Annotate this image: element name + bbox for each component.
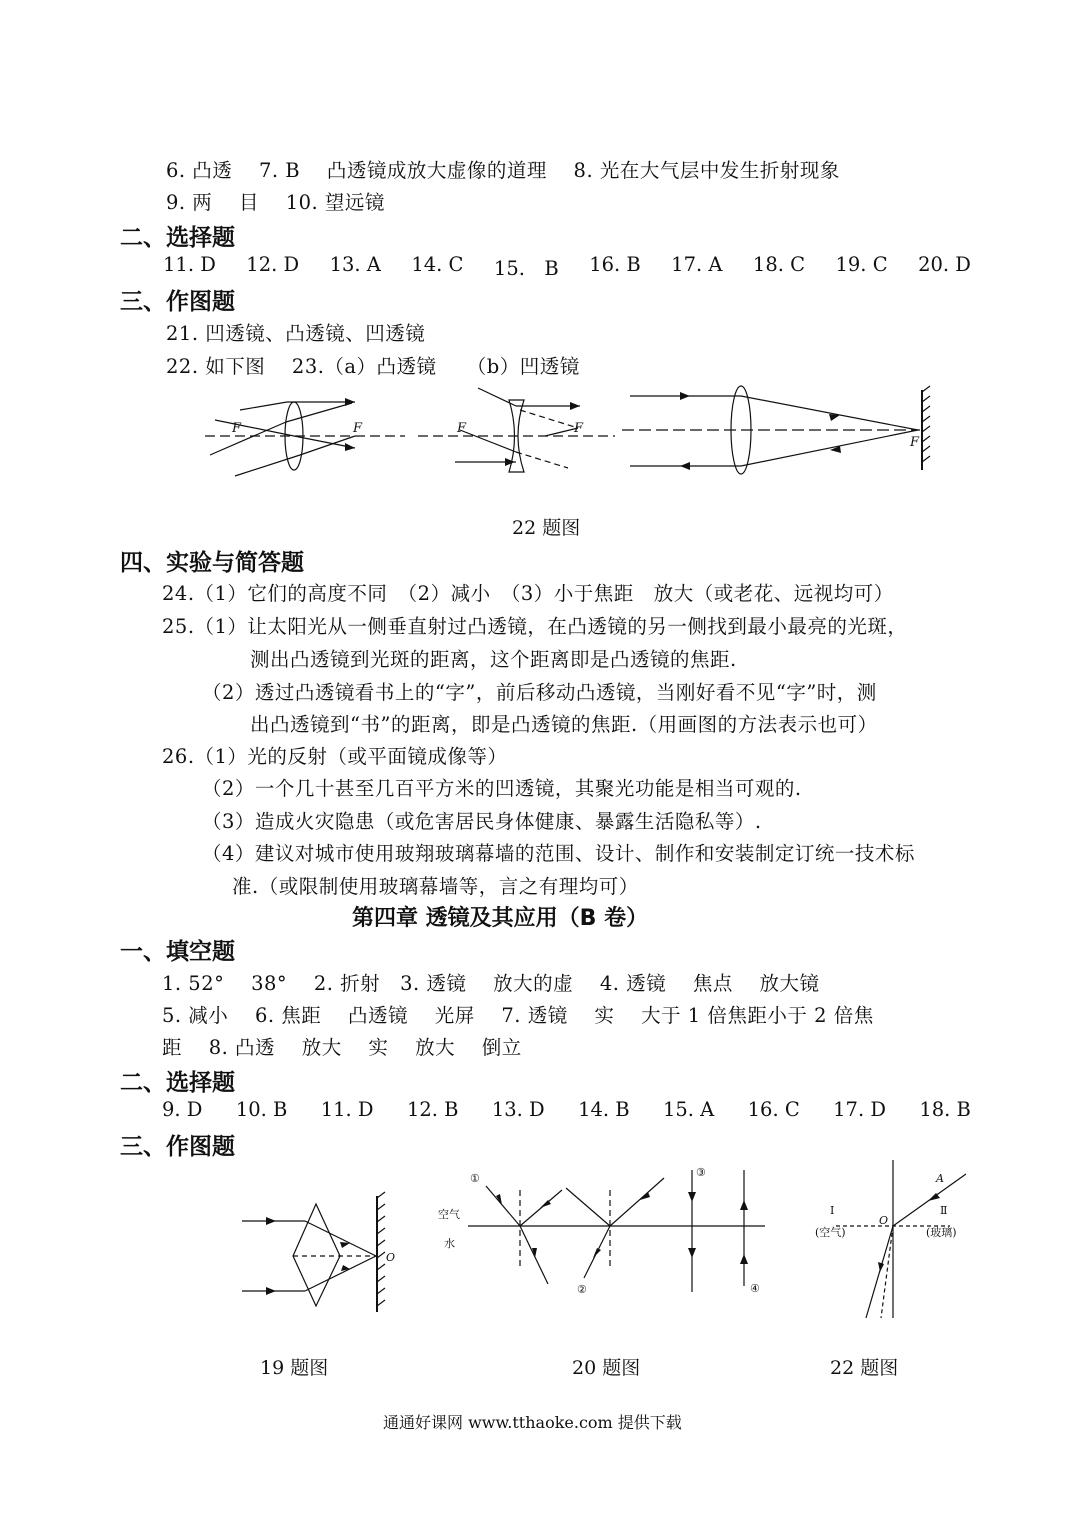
air-paren-label: (空气) (815, 1226, 846, 1239)
q22-q23-answer: 22. 如下图 23.（a）凸透镜 （b）凹透镜 (166, 355, 580, 378)
experiment-heading: 四、实验与简答题 (120, 550, 304, 576)
chapter-title: 第四章 透镜及其应用（B 卷） (352, 906, 649, 931)
choice-answer: 17. D (833, 1098, 886, 1121)
b-choice-answers-row (162, 1098, 971, 1121)
q25-part2-line1: （2）透过凸透镜看书上的“字”，前后移动凸透镜，当刚好看不见“字”时，测 (202, 681, 877, 704)
fill-answers-line-1: 6. 凸透 7. B 凸透镜成放大虚像的道理 8. 光在大气层中发生折射现象 (166, 159, 840, 182)
choice-answers-row (163, 253, 971, 281)
figure-19-caption: 19 题图 (260, 1357, 329, 1379)
q26-part3: （3）造成火灾隐患（或危害居民身体健康、暴露生活隐私等）. (202, 810, 762, 833)
focus-label: F (574, 421, 584, 436)
region-1-label: Ⅰ (830, 1204, 835, 1217)
q26-part2: （2）一个几十甚至几百平方米的凹透镜，其聚光功能是相当可观的. (202, 777, 802, 800)
choice-answer: 18. B (919, 1098, 971, 1121)
choice-answer: 9. D (162, 1098, 203, 1121)
choice-answer: 17. A (671, 253, 723, 276)
b-fill-line-3: 距 8. 凸透 放大 实 放大 倒立 (162, 1036, 522, 1059)
water-label: 水 (444, 1237, 455, 1250)
b-choice-heading: 二、选择题 (120, 1070, 235, 1096)
glass-paren-label: (玻璃) (926, 1226, 957, 1239)
choice-answer: 20. D (918, 253, 971, 276)
b-fill-line-1: 1. 52° 38° 2. 折射 3. 透镜 放大的虚 4. 透镜 焦点 放大镜 (162, 972, 820, 995)
ray-number-3: ③ (696, 1166, 706, 1179)
air-label: 空气 (438, 1208, 460, 1221)
b-fill-line-2: 5. 减小 6. 焦距 凸透镜 光屏 7. 透镜 实 大于 1 倍焦距小于 2 倍焦 (162, 1004, 874, 1027)
focus-label: F (457, 421, 467, 436)
focus-label: F (232, 421, 242, 436)
region-2-label: Ⅱ (940, 1204, 948, 1217)
figure-20-caption: 20 题图 (572, 1357, 641, 1379)
focus-label: F (353, 421, 363, 436)
figure-22b-caption: 22 题图 (830, 1357, 899, 1379)
q21-answer: 21. 凹透镜、凸透镜、凹透镜 (166, 322, 426, 345)
fill-answers-line-2: 9. 两 目 10. 望远镜 (166, 191, 385, 214)
ray-number-2: ② (577, 1283, 587, 1296)
choice-answer: 12. D (246, 253, 300, 276)
choice-answer: 15. B (493, 257, 559, 280)
choice-answer: 16. C (747, 1098, 800, 1121)
choice-answer: 18. C (752, 253, 806, 276)
choice-answer: 11. D (163, 253, 216, 276)
choice-answer: 10. B (235, 1098, 288, 1121)
ray-number-1: ① (470, 1172, 480, 1185)
q25-part1-line2: 测出凸透镜到光斑的距离，这个距离即是凸透镜的焦距. (250, 648, 737, 671)
choice-answer: 14. C (411, 253, 464, 276)
choice-answer: 13. A (329, 253, 381, 276)
q25-part1-line1: 25.（1）让太阳光从一侧垂直射过凸透镜，在凸透镜的另一侧找到最小最亮的光斑， (162, 615, 908, 638)
choice-answer: 11. D (320, 1098, 374, 1121)
q26-part4-line2: 准.（或限制使用玻璃幕墙等，言之有理均可） (232, 875, 639, 898)
ray-number-4: ④ (750, 1282, 760, 1295)
focus-label: F (910, 435, 920, 450)
q25-part2-line2: 出凸透镜到“书”的距离，即是凸透镜的焦距.（用画图的方法表示也可） (250, 713, 878, 736)
q26-part1: 26.（1）光的反射（或平面镜成像等） (162, 745, 508, 768)
drawing-heading: 三、作图题 (120, 289, 235, 315)
choice-answer: 15. A (662, 1098, 715, 1121)
choice-answer: 16. B (589, 253, 641, 276)
choice-answer: 19. C (835, 253, 888, 276)
choice-answer: 12. B (406, 1098, 459, 1121)
b-drawing-heading: 三、作图题 (120, 1134, 235, 1160)
q24-answer: 24.（1）它们的高度不同 （2）减小 （3）小于焦距 放大（或老花、远视均可） (162, 582, 894, 605)
choice-answer: 13. D (491, 1098, 545, 1121)
q26-part4-line1: （4）建议对城市使用玻翔玻璃幕墙的范围、设计、制作和安装制定订统一技术标 (202, 842, 915, 865)
figure-22-caption: 22 题图 (512, 517, 581, 539)
choice-answer: 14. B (578, 1098, 630, 1121)
point-a-label: A (936, 1172, 944, 1185)
footer-source: 通通好课网 www.tthaoke.com 提供下载 (383, 1413, 682, 1432)
fill-heading: 一、填空题 (120, 939, 235, 965)
origin-label: O (386, 1251, 396, 1264)
origin-label: O (879, 1214, 889, 1227)
choice-heading: 二、选择题 (120, 225, 235, 251)
